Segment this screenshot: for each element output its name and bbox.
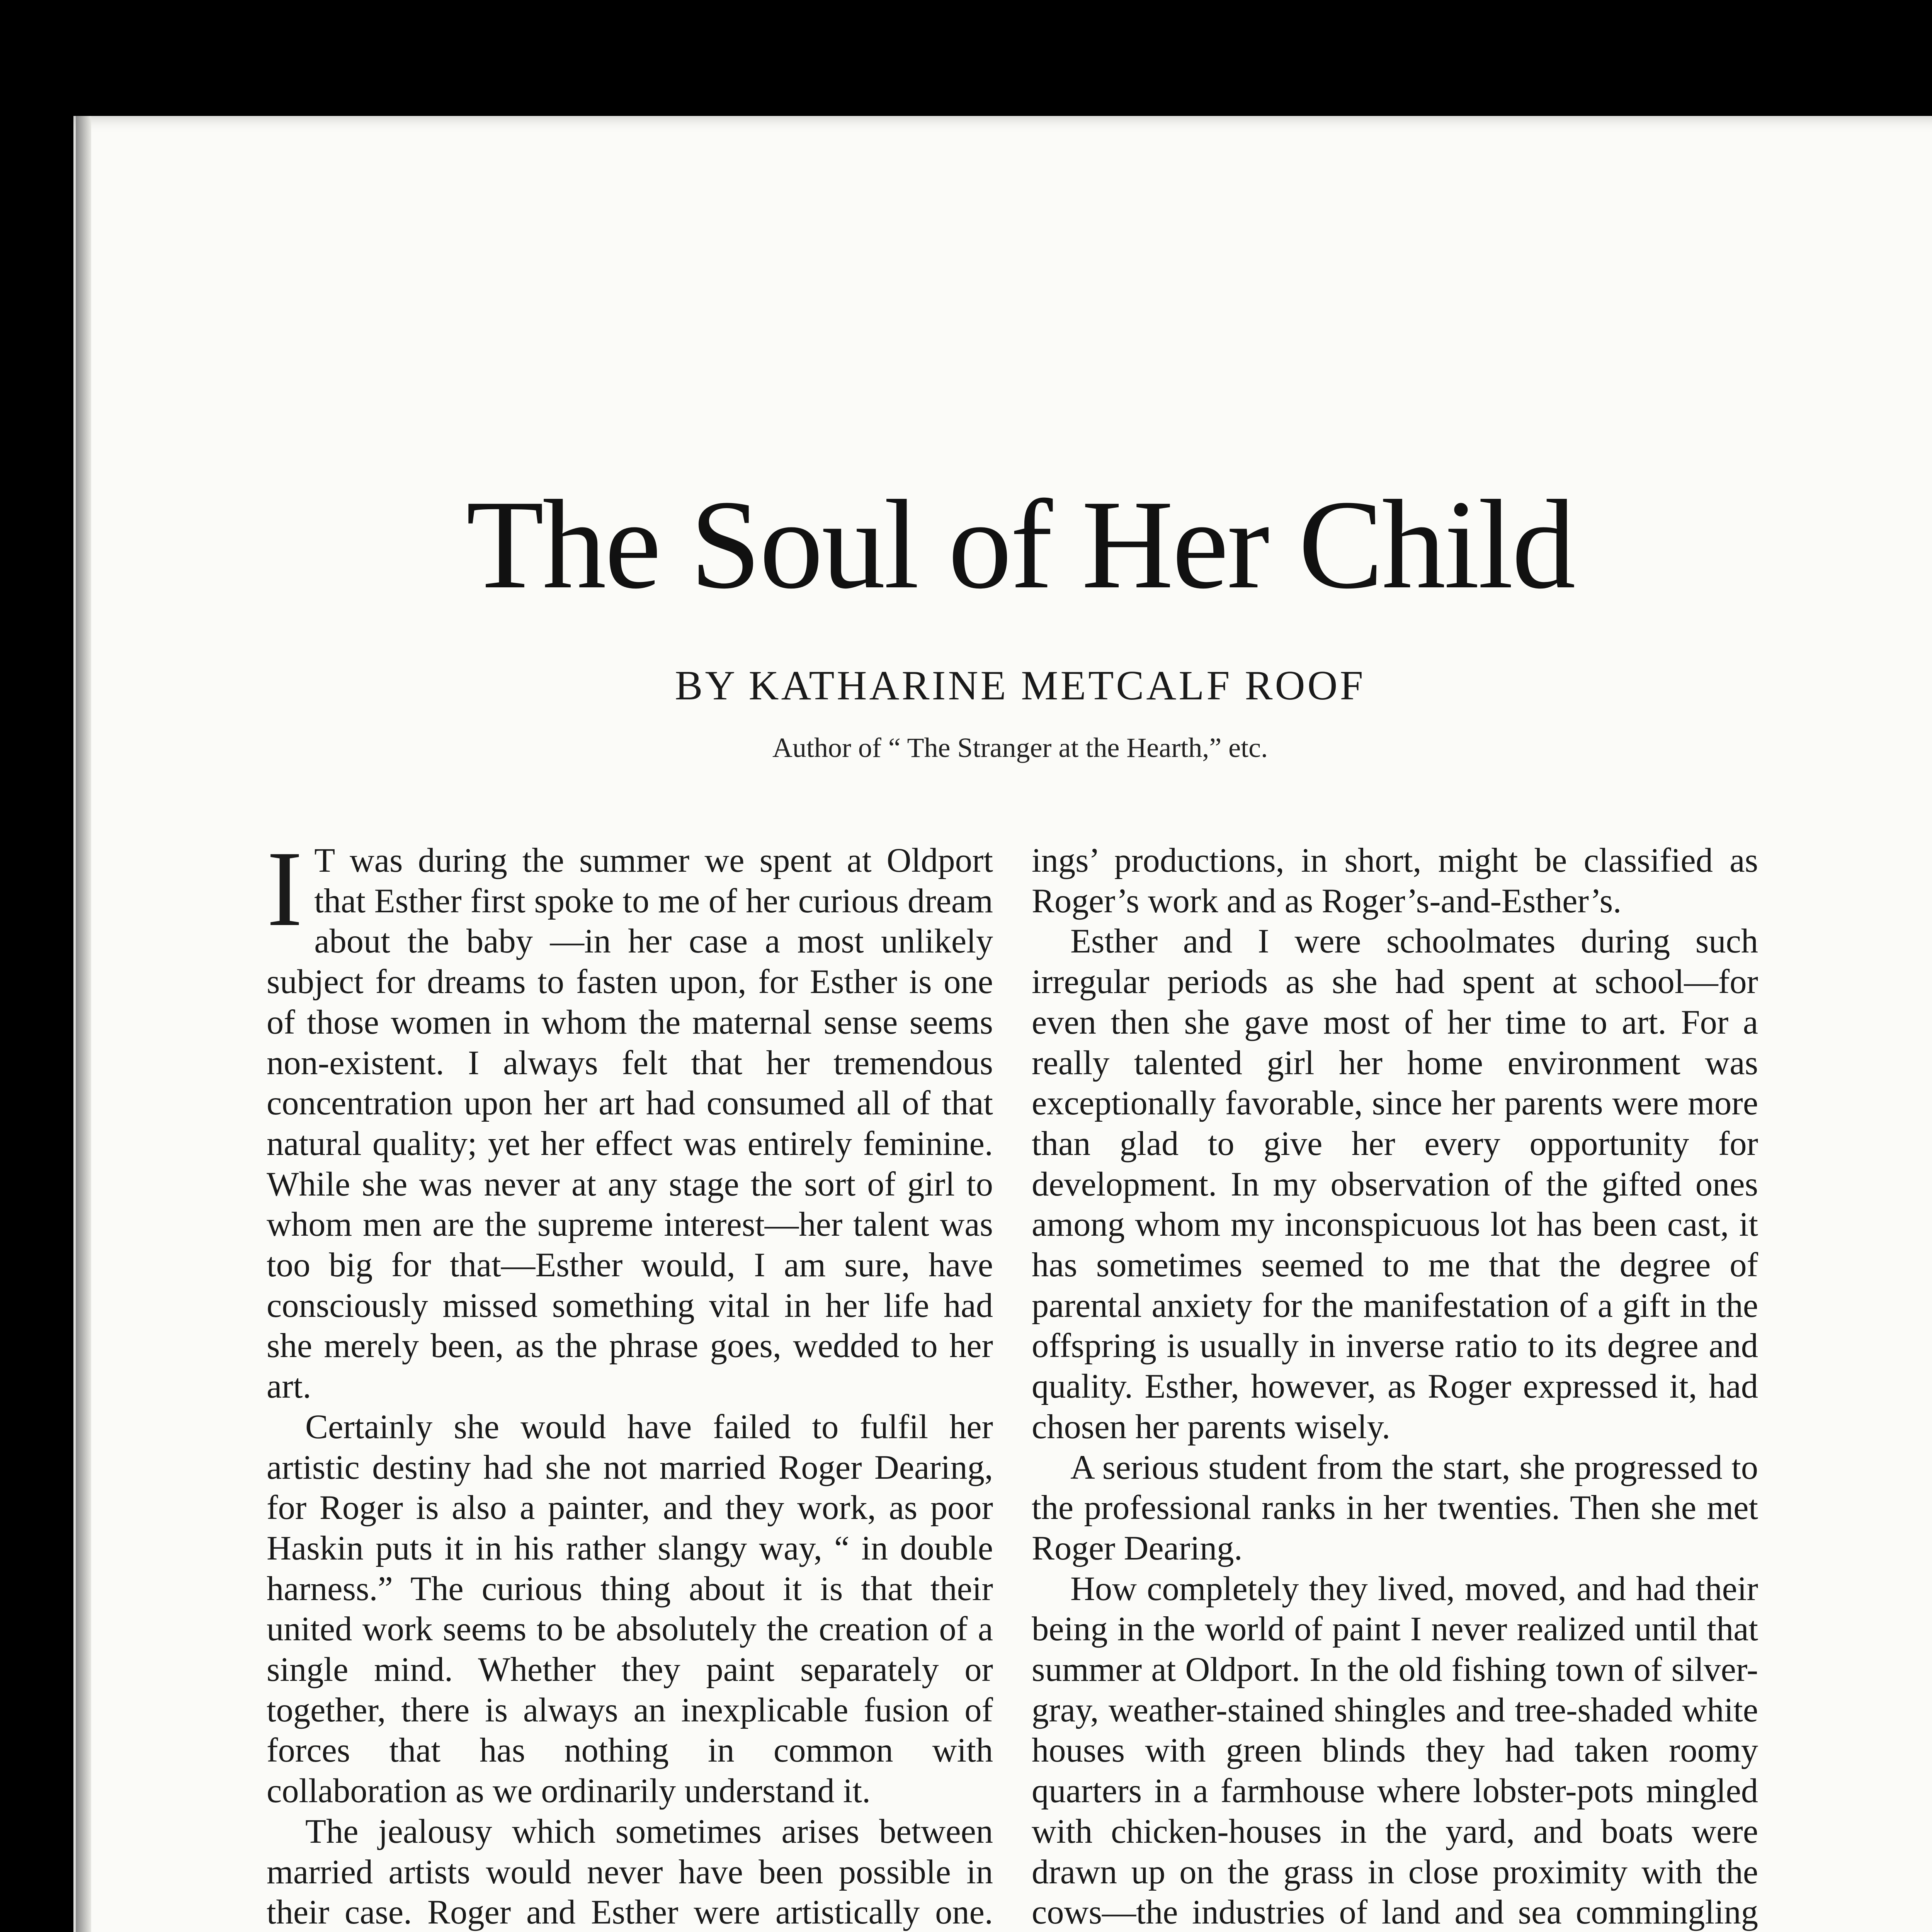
paragraph: Certainly she would have failed to fulfil her artistic destiny had she not married Roger Dearing, for Roger is also a painter, and they work, as poor Haskin puts it in his rather slangy way, “ in double harness.” The curious thing about it is that their united work seems to be absolutely the creation of a single mind. Whether they paint separately or together, there is always an inexplicable fusion of forces that has nothing in common with collaboration as we ordinarily understand it. xyxy=(267,1408,993,1810)
paragraph: Esther and I were schoolmates during such irregular periods as she had spent at school—for even then she gave most of her time to art. For a really talented girl her home environment was exceptionally favorable, since her parents were more than glad to give her every opportunity for development. In my observation of the gifted ones among whom my inconspicuous lot has been cast, it has sometimes seemed to me that the degree of parental anxiety for the manifestation of a gift in the offspring is usually in inverse ratio to its degree and quality. Esther, however, as Roger expressed it, had chosen her parents wisely. xyxy=(1032,922,1758,1446)
paragraph: A serious student from the start, she progressed to the professional ranks in her twenties. Then she met Roger Dearing. xyxy=(1032,1448,1758,1567)
paragraph: How completely they lived, moved, and had their being in the world of paint I never realized until that summer at Oldport. In the old fishing town of silver-gray, weather-stained shingles and tree-shaded white houses with green blinds they had taken roomy quarters in a farmhouse where lobster-pots mingled with chicken-houses in the yard, and boats were drawn up on the grass in close proximity with the cows—the industries of land and sea commingling xyxy=(1032,1570,1758,1932)
paragraph: ings’ productions, in short, might be classified as Roger’s work and as Roger’s-and-Esther’s. xyxy=(1032,842,1758,920)
text-column-left xyxy=(267,828,993,1932)
article-byline: BY KATHARINE METCALF ROOF xyxy=(675,663,1366,709)
paragraph-text: T was during the summer we spent at Oldport that Esther first spoke to me of her curious dream about the baby —in her case a most unlikely subject for dreams to fasten upon, for Esther is one of those women in whom the maternal sense seems non-existent. I always felt that her tremendous concentration upon her art had consumed all of that natural quality; yet her effect was entirely feminine. While she was never at any stage the sort of girl to whom men are the supreme interest—her talent was too big for that—Esther would, I am sure, have consciously missed something vital in her life had she merely been, as the phrase goes, wedded to her art. xyxy=(267,842,993,1406)
article-title: The Soul of Her Child xyxy=(466,474,1574,615)
author-note: Author of “ The Stranger at the Hearth,” etc. xyxy=(772,732,1268,763)
paragraph xyxy=(267,828,993,1407)
text-column-right xyxy=(1032,840,1758,1932)
paragraph: The jealousy which sometimes arises between married artists would never have been possible in their case. Roger and Esther were artistically one. xyxy=(267,1812,993,1932)
drop-cap: I xyxy=(267,828,303,949)
